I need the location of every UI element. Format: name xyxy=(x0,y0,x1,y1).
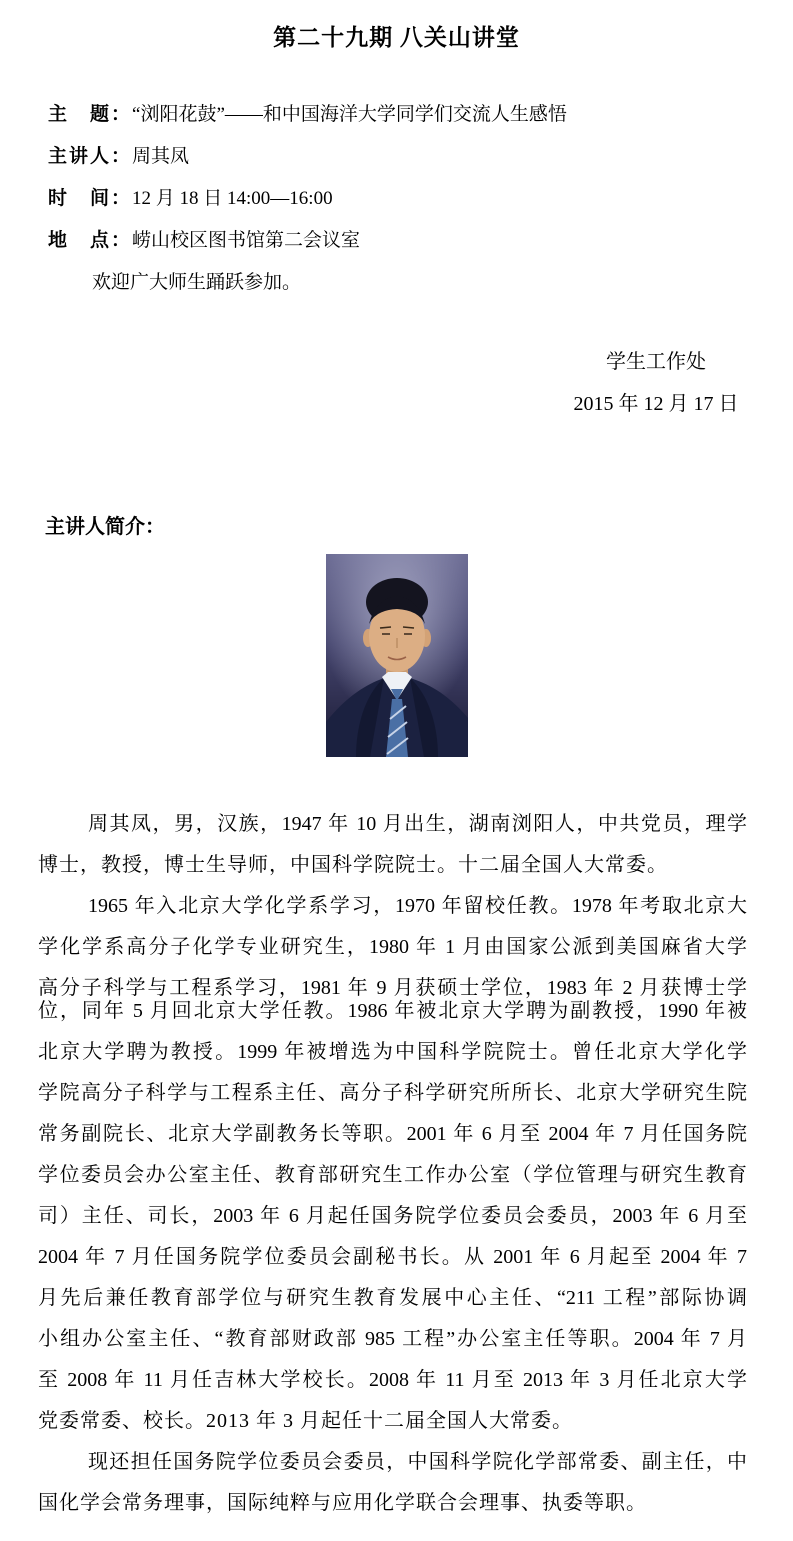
info-row-venue xyxy=(48,220,758,262)
bio-line: 周其凤，男，汉族，1947 年 10 月出生，湖南浏阳人，中共党员，理学 xyxy=(88,813,747,835)
bio-line: 北京大学聘为教授。1999 年被增选为中国科学院院士。曾任北京大学化学 xyxy=(38,1041,747,1063)
bio-line: 党委常委、校长。2013 年 3 月起任十二届全国人大常委。 xyxy=(38,1410,573,1432)
info-row-speaker xyxy=(48,136,758,178)
bio-line: 小组办公室主任、“教育部财政部 985 工程”办公室主任等职。2004 年 7 月 xyxy=(38,1328,747,1350)
bio-line: 学位委员会办公室主任、教育部研究生工作办公室（学位管理与研究生教育 xyxy=(38,1164,747,1186)
event-info xyxy=(48,94,758,304)
speaker-portrait-image xyxy=(326,554,468,757)
bio-heading: 主讲人简介： xyxy=(45,516,165,538)
venue-value: 崂山校区图书馆第二会议室 xyxy=(132,230,361,251)
bio-line: 现还担任国务院学位委员会委员，中国科学院化学部常委、副主任，中 xyxy=(88,1451,747,1473)
signature-date: 2015 年 12 月 17 日 xyxy=(573,393,739,415)
bio-line: 学化学系高分子化学专业研究生，1980 年 1 月由国家公派到美国麻省大学 xyxy=(38,936,747,958)
bio-line: 高分子科学与工程系学习，1981 年 9 月获硕士学位，1983 年 2 月获博士学 xyxy=(38,977,747,999)
info-row-subject xyxy=(48,94,758,136)
subject-value: “浏阳花鼓”——和中国海洋大学同学们交流人生感悟 xyxy=(132,104,567,125)
welcome-note: 欢迎广大师生踊跃参加。 xyxy=(92,272,302,293)
subject-label: 主 题： xyxy=(48,104,133,125)
bio-text xyxy=(38,804,747,1524)
bio-line: 月先后兼任教育部学位与研究生教育发展中心主任、“211 工程”部际协调 xyxy=(38,1287,747,1309)
bio-line: 1965 年入北京大学化学系学习，1970 年留校任教。1978 年考取北京大 xyxy=(88,895,747,917)
bio-line: 2004 年 7 月任国务院学位委员会副秘书长。从 2001 年 6 月起至 2004 年 7 xyxy=(38,1246,747,1268)
bio-line: 至 2008 年 11 月任吉林大学校长。2008 年 11 月至 2013 年 3 月任北京大学 xyxy=(38,1369,747,1391)
speaker-value: 周其凤 xyxy=(132,146,190,167)
speaker-photo xyxy=(326,554,468,757)
info-row-time xyxy=(48,178,758,220)
time-value: 12 月 18 日 14:00—16:00 xyxy=(132,188,333,209)
time-label: 时 间： xyxy=(48,188,133,209)
bio-line: 常务副院长、北京大学副教务长等职。2001 年 6 月至 2004 年 7 月任国务院 xyxy=(38,1123,747,1145)
signature-block xyxy=(572,341,740,425)
bio-line: 国化学会常务理事，国际纯粹与应用化学联合会理事、执委等职。 xyxy=(38,1492,647,1514)
signature-department: 学生工作处 xyxy=(606,351,706,373)
venue-label: 地 点： xyxy=(48,230,133,251)
bio-line: 博士，教授，博士生导师，中国科学院院士。十二届全国人大常委。 xyxy=(38,854,668,876)
bio-line: 司）主任、司长，2003 年 6 月起任国务院学位委员会委员，2003 年 6 月至 xyxy=(38,1205,747,1227)
bio-line: 学院高分子科学与工程系主任、高分子科学研究所所长、北京大学研究生院 xyxy=(38,1082,747,1104)
page-title: 第二十九期 八关山讲堂 xyxy=(273,25,520,50)
speaker-label: 主讲人： xyxy=(48,146,133,167)
bio-line: 位，同年 5 月回北京大学任教。1986 年被北京大学聘为副教授，1990 年被 xyxy=(38,1000,747,1022)
